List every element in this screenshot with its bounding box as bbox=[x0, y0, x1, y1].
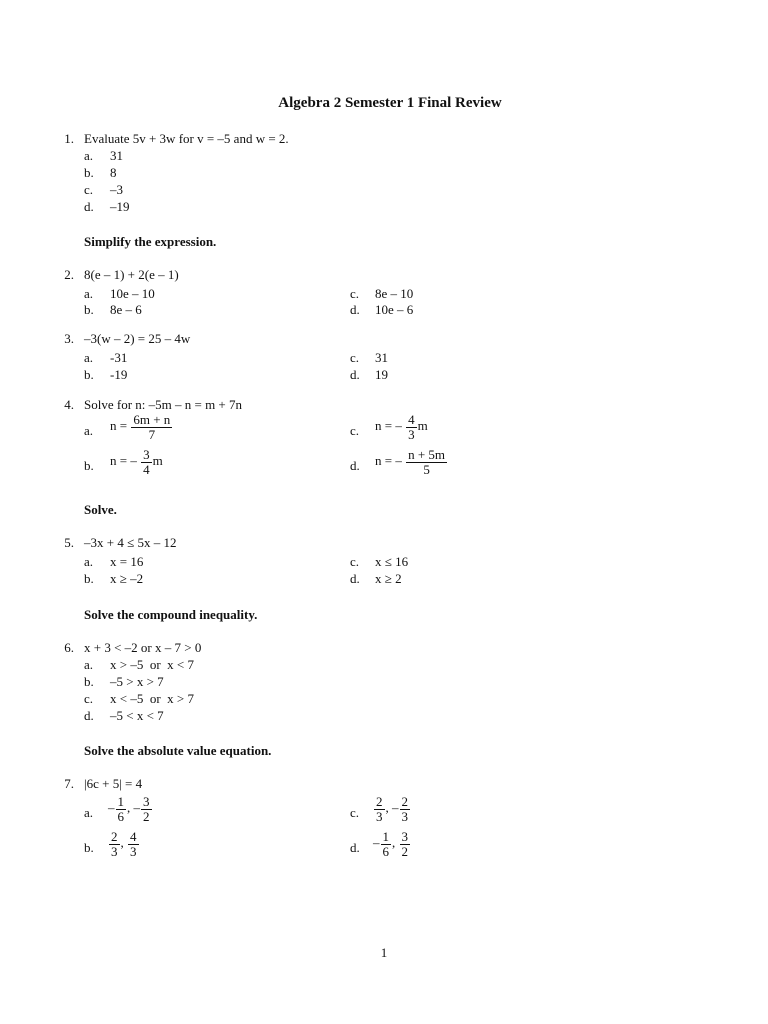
denominator: 3 bbox=[130, 843, 137, 859]
denominator: 5 bbox=[423, 461, 430, 477]
choice-text: 8 bbox=[110, 165, 117, 180]
fraction-answer bbox=[110, 448, 163, 476]
choice-text: –5 < x < 7 bbox=[110, 708, 164, 723]
choice-letter: c. bbox=[350, 350, 360, 365]
choice-letter: b. bbox=[84, 458, 94, 473]
section-heading: Solve the absolute value equation. bbox=[84, 743, 272, 758]
choice-letter: a. bbox=[84, 286, 94, 301]
denominator: 3 bbox=[408, 426, 415, 442]
denominator: 3 bbox=[401, 808, 408, 824]
choice-letter: a. bbox=[84, 554, 94, 569]
numerator: 4 bbox=[408, 412, 415, 427]
question-prompt: –3(w – 2) = 25 – 4w bbox=[84, 331, 191, 346]
sign: – bbox=[392, 800, 399, 816]
choice-text: x ≤ 16 bbox=[375, 554, 409, 569]
choice-text: x < –5 or x > 7 bbox=[110, 691, 194, 706]
choice-letter: b. bbox=[84, 840, 94, 855]
choice-letter: d. bbox=[350, 571, 360, 586]
choice-letter: c. bbox=[84, 182, 94, 197]
fraction-answer bbox=[375, 448, 448, 476]
choice-letter: c. bbox=[350, 286, 360, 301]
choice-letter: c. bbox=[350, 554, 360, 569]
choice-letter: b. bbox=[84, 367, 94, 382]
sign: – bbox=[133, 800, 140, 816]
choice-text: –3 bbox=[110, 182, 123, 197]
question-number: 5. bbox=[64, 535, 74, 550]
numerator: 1 bbox=[382, 829, 389, 844]
choice-text: –19 bbox=[110, 199, 130, 214]
fraction bbox=[128, 830, 139, 858]
sign: – bbox=[373, 835, 380, 851]
answer-prefix: n = – bbox=[110, 453, 137, 469]
choice-text: x = 16 bbox=[110, 554, 144, 569]
fraction bbox=[141, 795, 152, 823]
denominator: 4 bbox=[143, 461, 150, 477]
choice-text: 8e – 6 bbox=[110, 302, 142, 317]
choice-text: 31 bbox=[110, 148, 123, 163]
page-title: Algebra 2 Semester 1 Final Review bbox=[278, 95, 502, 111]
numerator: 3 bbox=[143, 794, 150, 809]
choice-letter: c. bbox=[350, 423, 360, 438]
answer-suffix: m bbox=[152, 453, 163, 469]
answer-prefix: n = – bbox=[375, 453, 402, 469]
section-heading: Solve. bbox=[84, 502, 117, 517]
question-number: 1. bbox=[64, 131, 74, 146]
question-number: 2. bbox=[64, 267, 74, 282]
answer-prefix: n = bbox=[110, 418, 128, 434]
fraction bbox=[400, 795, 411, 823]
question-prompt: –3x + 4 ≤ 5x – 12 bbox=[84, 535, 177, 550]
fraction-answer: $\frac{2}{3}$ , $\frac{4}{3}$ bbox=[111, 829, 137, 859]
numerator: n + 5m bbox=[408, 447, 446, 462]
choice-letter: d. bbox=[84, 199, 94, 214]
denominator: 3 bbox=[376, 808, 383, 824]
choice-letter: d. bbox=[350, 302, 360, 317]
choice-letter: b. bbox=[84, 674, 94, 689]
choice-letter: d. bbox=[350, 367, 360, 382]
choice-text: x ≥ 2 bbox=[375, 571, 402, 586]
denominator: 6 bbox=[117, 808, 124, 824]
question-number: 7. bbox=[64, 776, 74, 791]
choice-letter: b. bbox=[84, 302, 94, 317]
choice-text: -31 bbox=[110, 350, 128, 365]
answer-suffix: m bbox=[417, 418, 428, 434]
fraction bbox=[406, 448, 447, 476]
numerator: 1 bbox=[117, 794, 124, 809]
question-prompt: Evaluate 5v + 3w for v = –5 and w = 2. bbox=[84, 131, 289, 146]
answer-prefix: n = – bbox=[375, 418, 402, 434]
section-heading: Solve the compound inequality. bbox=[84, 607, 258, 622]
choice-letter: a. bbox=[84, 350, 94, 365]
choice-letter: d. bbox=[350, 458, 360, 473]
choice-text: –5 > x > 7 bbox=[110, 674, 164, 689]
denominator: 7 bbox=[148, 426, 156, 442]
choice-text: -19 bbox=[110, 367, 128, 382]
numerator: 6m + n bbox=[133, 412, 171, 427]
choice-text: 19 bbox=[375, 367, 388, 382]
numerator: 4 bbox=[130, 829, 137, 844]
fraction-answer bbox=[110, 413, 173, 441]
choice-letter: c. bbox=[350, 805, 360, 820]
choice-letter: b. bbox=[84, 165, 94, 180]
question-number: 3. bbox=[64, 331, 74, 346]
choice-letter: a. bbox=[84, 423, 94, 438]
choice-text: x > –5 or x < 7 bbox=[110, 657, 194, 672]
fraction-answer bbox=[375, 413, 428, 441]
choice-letter: b. bbox=[84, 571, 94, 586]
choice-letter: d. bbox=[84, 708, 94, 723]
fraction-answer: – $\frac{1}{6}$ , $\frac{3}{2}$ bbox=[373, 829, 408, 859]
numerator: 2 bbox=[376, 794, 383, 809]
denominator: 2 bbox=[401, 843, 408, 859]
fraction-answer: $\frac{2}{3}$ , – $\frac{2}{3}$ bbox=[376, 794, 408, 824]
numerator: 2 bbox=[401, 794, 408, 809]
denominator: 6 bbox=[382, 843, 389, 859]
section-heading: Simplify the expression. bbox=[84, 234, 217, 249]
fraction bbox=[109, 830, 120, 858]
choice-text: 31 bbox=[375, 350, 388, 365]
question-number: 4. bbox=[64, 397, 74, 412]
question-prompt: Solve for n: –5m – n = m + 7n bbox=[84, 397, 243, 412]
denominator: 3 bbox=[111, 843, 118, 859]
choice-letter: c. bbox=[84, 691, 94, 706]
choice-letter: a. bbox=[84, 805, 94, 820]
question-prompt: x + 3 < –2 or x – 7 > 0 bbox=[84, 640, 202, 655]
choice-text: 8e – 10 bbox=[375, 286, 414, 301]
question-number: 6. bbox=[64, 640, 74, 655]
choice-text: 10e – 6 bbox=[375, 302, 414, 317]
fraction bbox=[406, 413, 417, 441]
choice-letter: a. bbox=[84, 148, 94, 163]
numerator: 3 bbox=[143, 447, 150, 462]
choice-letter: a. bbox=[84, 657, 94, 672]
numerator: 2 bbox=[111, 829, 118, 844]
numerator: 3 bbox=[401, 829, 408, 844]
fraction bbox=[374, 795, 385, 823]
fraction bbox=[381, 830, 392, 858]
fraction bbox=[131, 413, 172, 441]
page-number: 1 bbox=[380, 945, 388, 960]
fraction bbox=[141, 448, 152, 476]
question-prompt: 8(e – 1) + 2(e – 1) bbox=[84, 267, 179, 282]
denominator: 2 bbox=[143, 808, 150, 824]
fraction bbox=[116, 795, 127, 823]
fraction bbox=[400, 830, 411, 858]
fraction-answer: – $\frac{1}{6}$ , – $\frac{3}{2}$ bbox=[108, 794, 150, 824]
choice-letter: d. bbox=[350, 840, 360, 855]
choice-text: x ≥ –2 bbox=[110, 571, 144, 586]
choice-text: 10e – 10 bbox=[110, 286, 155, 301]
question-prompt: |6c + 5| = 4 bbox=[84, 776, 143, 791]
sign: – bbox=[108, 800, 115, 816]
